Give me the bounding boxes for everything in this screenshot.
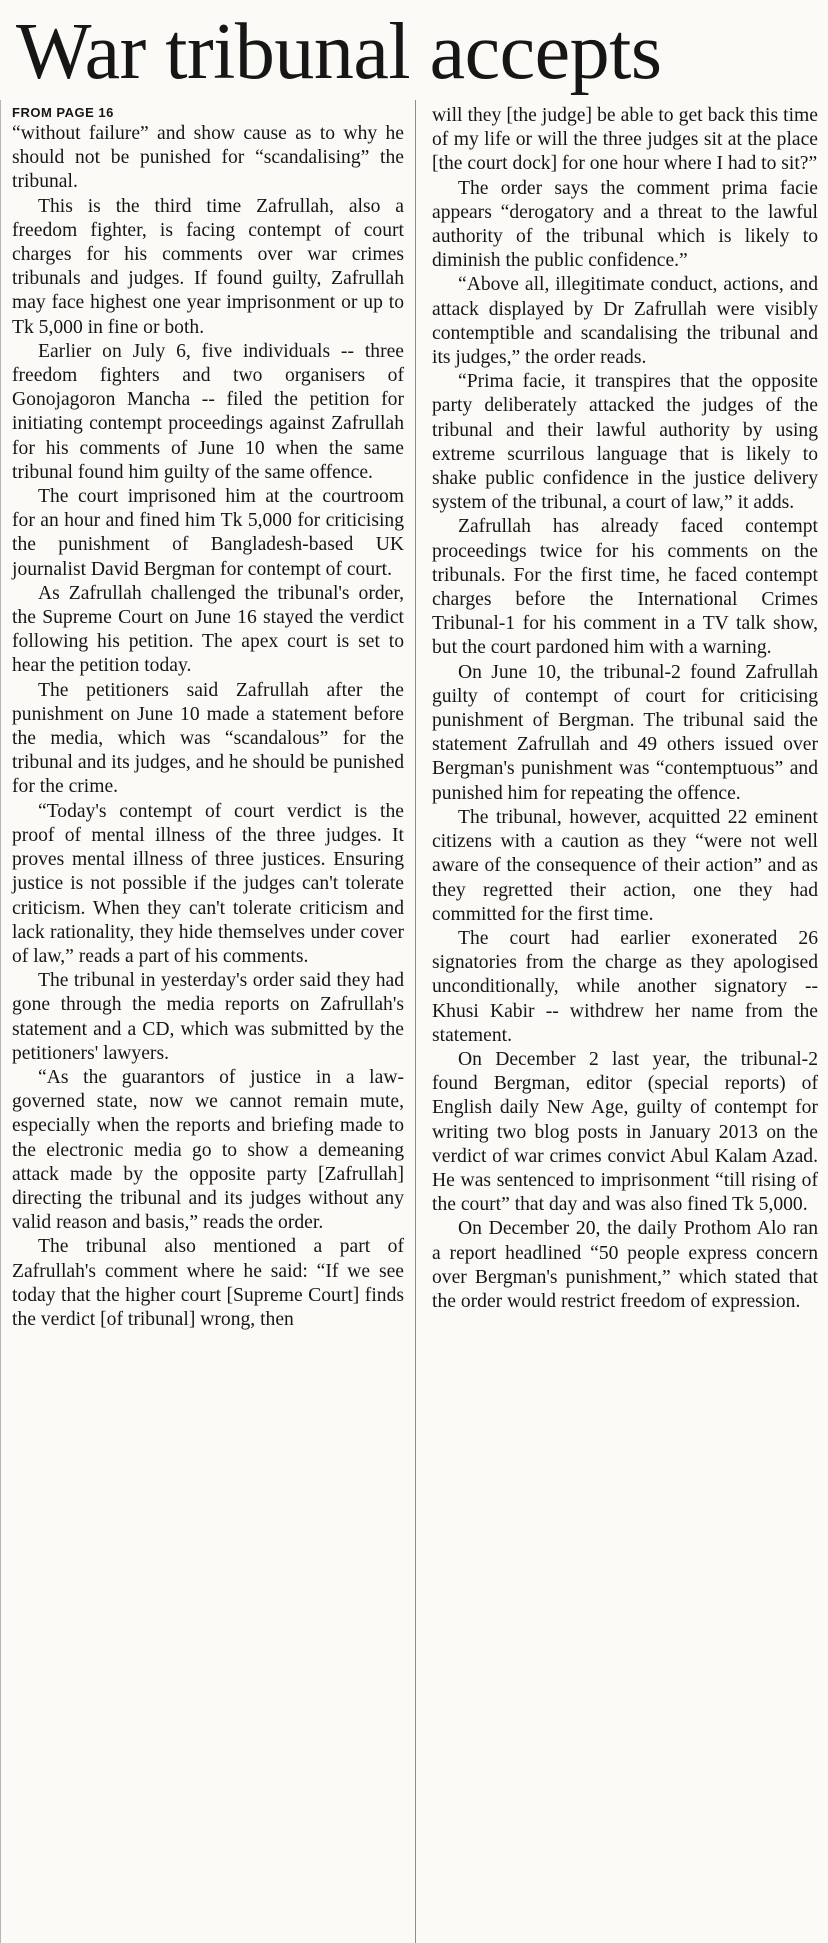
paragraph: “Prima facie, it transpires that the opposite party deliberately attacked the judges of the tribunal and their lawful authority by using extreme scurrilous language that is likely to shake public confidence in the justice delivery system of the tribunal, a court of law,” it adds.	[432, 371, 818, 514]
paragraph: The petitioners said Zafrullah after the punishment on June 10 made a statement before the media, which was “scandalous” for the tribunal and its judges, and he should be punished for the crime.	[12, 679, 404, 798]
paragraph: This is the third time Zafrullah, also a freedom fighter, is facing contempt of court charges for his comments over war crimes tribunals and judges. If found guilty, Zafrullah may face highest one year imprisonment or up to Tk 5,000 in fine or both.	[12, 195, 404, 338]
column-divider	[415, 100, 416, 1943]
paragraph: Zafrullah has already faced contempt proceedings twice for his comments on the tribunals. For the first time, he faced contempt charges before the International Crimes Tribunal-1 for his comment in a TV talk show, but the court pardoned him with a warning.	[432, 516, 818, 659]
paragraph: will they [the judge] be able to get back this time of my life or will the three judges sit at the place [the court dock] for one hour where I had to sit?”	[432, 105, 818, 175]
paragraph: As Zafrullah challenged the tribunal's order, the Supreme Court on June 16 stayed the verdict following his petition. The apex court is set to hear the petition today.	[12, 582, 404, 677]
left-border-rule	[0, 100, 1, 1943]
paragraph: The court imprisoned him at the courtroom for an hour and fined him Tk 5,000 for criticising the punishment of Bangladesh-based UK journalist David Bergman for contempt of court.	[12, 486, 404, 580]
paragraph: On December 20, the daily Prothom Alo ran a report headlined “50 people express concern over Bergman's punishment,” which stated that the order would restrict freedom of expression.	[432, 1218, 818, 1312]
article-column-left	[12, 104, 404, 1332]
paragraph: The tribunal in yesterday's order said they had gone through the media reports on Zafrullah's statement and a CD, which was submitted by the petitioners' lawyers.	[12, 970, 404, 1064]
paragraph: The court had earlier exonerated 26 signatories from the charge as they apologised unconditionally, while another signatory -- Khusi Kabir -- withdrew her name from the statement.	[432, 927, 818, 1046]
paragraph: “Above all, illegitimate conduct, actions, and attack displayed by Dr Zafrullah were visibly contemptible and scandalising the tribunal and its judges,” the order reads.	[432, 274, 818, 369]
paragraph: The tribunal, however, acquitted 22 eminent citizens with a caution as they “were not well aware of the consequence of their action” and as they regretted their action, one they had committed for the first time.	[432, 806, 818, 925]
article-column-right	[432, 104, 818, 1314]
paragraph: The tribunal also mentioned a part of Zafrullah's comment where he said: “If we see today that the higher court [Supreme Court] finds the verdict [of tribunal] wrong, then	[12, 1236, 404, 1330]
paragraph: On December 2 last year, the tribunal-2 found Bergman, editor (special reports) of English daily New Age, guilty of contempt for writing two blog posts in January 2013 on the verdict of war crimes convict Abul Kalam Azad. He was sentenced to imprisonment “till rising of the court” that day and was also fined Tk 5,000.	[432, 1048, 818, 1216]
headline: War tribunal accepts	[16, 8, 662, 96]
paragraph: Earlier on July 6, five individuals -- three freedom fighters and two organisers of Gonojagoron Mancha -- filed the petition for initiating contempt proceedings against Zafrullah for his comments of June 10 when the same tribunal found him guilty of the same offence.	[12, 340, 404, 483]
paragraph: “As the guarantors of justice in a law-governed state, now we cannot remain mute, especially when the reports and briefing made to the electronic media go to show a demeaning attack made by the opposite party [Zafrullah] directing the tribunal and its judges without any valid reason and basis,” reads the order.	[12, 1066, 404, 1234]
paragraph: The order says the comment prima facie appears “derogatory and a threat to the lawful authority of the tribunal which is likely to diminish the public confidence.”	[432, 177, 818, 272]
paragraph: On June 10, the tribunal-2 found Zafrullah guilty of contempt of court for criticising punishment of Bergman. The tribunal said the statement Zafrullah and 49 others issued over Bergman's punishment was “contemptuous” and punished him for repeating the offence.	[432, 661, 818, 804]
continuation-folio: FROM PAGE 16	[12, 105, 114, 120]
paragraph: “Today's contempt of court verdict is the proof of mental illness of the three judges. It proves mental illness of three justices. Ensuring justice is not possible if the judges can't tolerate criticism. When they can't tolerate criticism and lack rationality, they hide themselves under cover of law,” reads a part of his comments.	[12, 800, 404, 967]
paragraph: “without failure” and show cause as to why he should not be punished for “scandalising” the tribunal.	[12, 123, 404, 193]
